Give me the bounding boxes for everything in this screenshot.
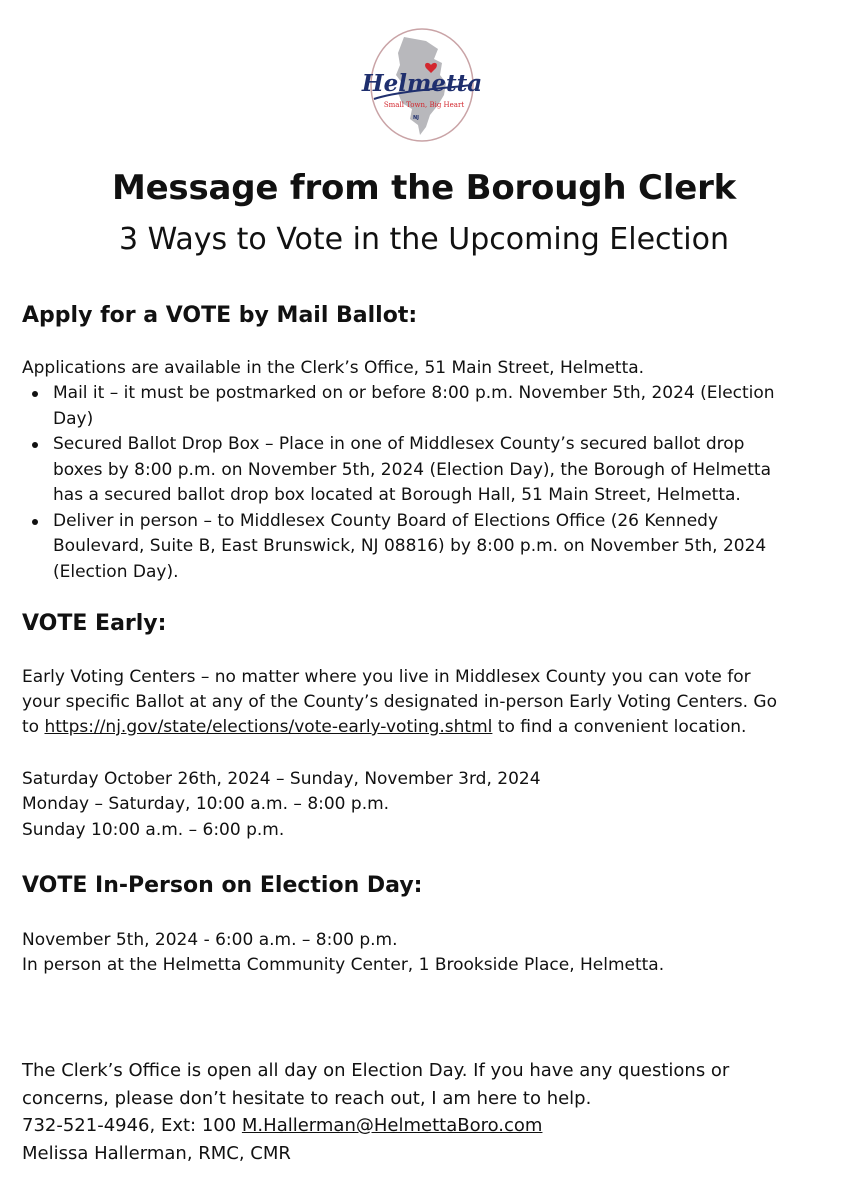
page-subtitle: 3 Ways to Vote in the Upcoming Election bbox=[119, 222, 729, 257]
election-day-hours: November 5th, 2024 - 6:00 a.m. – 8:00 p.m. bbox=[22, 930, 398, 950]
list-item: Mail it – it must be postmarked on or before 8:00 p.m. November 5th, 2024 (Election Day) bbox=[22, 381, 822, 432]
early-para-line: to https://nj.gov/state/elections/vote-early-voting.shtml to find a convenient location. bbox=[22, 717, 747, 737]
bullet-icon bbox=[32, 391, 38, 397]
mail-ballot-heading: Apply for a VOTE by Mail Ballot: bbox=[22, 303, 418, 328]
footer-line: The Clerk’s Office is open all day on Election Day. If you have any questions or bbox=[22, 1060, 730, 1081]
logo-emblem-icon bbox=[361, 27, 483, 143]
election-day-heading: VOTE In-Person on Election Day: bbox=[22, 873, 423, 898]
bullet-icon bbox=[32, 519, 38, 525]
early-voting-link[interactable]: https://nj.gov/state/elections/vote-early-voting.shtml bbox=[44, 717, 493, 737]
helmetta-logo bbox=[361, 27, 483, 143]
logo-state: NJ bbox=[412, 115, 420, 121]
list-item: Deliver in person – to Middlesex County Board of Elections Office (26 Kennedy Boulevard, Suite B, East Brunswick, NJ 08816) by 8:00 p.m. on November 5th, 2024 (Election Day). bbox=[22, 509, 822, 586]
mail-intro: Applications are available in the Clerk’s Office, 51 Main Street, Helmetta. bbox=[22, 358, 645, 378]
contact-line bbox=[22, 1112, 822, 1139]
page-title: Message from the Borough Clerk bbox=[111, 168, 737, 208]
logo-name: Helmetta bbox=[361, 70, 483, 97]
email-link[interactable]: M.Hallerman@HelmettaBoro.com bbox=[241, 1115, 543, 1136]
mail-options-list bbox=[22, 381, 822, 585]
election-day-location: In person at the Helmetta Community Center, 1 Brookside Place, Helmetta. bbox=[22, 955, 665, 975]
phone-number: 732-521-4946, Ext: 100 bbox=[22, 1115, 242, 1136]
early-para-line: Early Voting Centers – no matter where you live in Middlesex County you can vote for bbox=[22, 667, 751, 687]
bullet-icon bbox=[32, 442, 38, 448]
early-sunday-hours: Sunday 10:00 a.m. – 6:00 p.m. bbox=[22, 820, 285, 840]
vote-early-heading: VOTE Early: bbox=[22, 611, 167, 636]
list-item: Secured Ballot Drop Box – Place in one of Middlesex County’s secured ballot drop boxes by 8:00 p.m. on November 5th, 2024 (Election Day), the Borough of Helmetta has a secured ballot drop box located at Borough Hall, 51 Main Street, Helmetta. bbox=[22, 432, 822, 509]
early-weekday-hours: Monday – Saturday, 10:00 a.m. – 8:00 p.m. bbox=[22, 794, 390, 814]
early-dates: Saturday October 26th, 2024 – Sunday, November 3rd, 2024 bbox=[22, 769, 541, 789]
signature: Melissa Hallerman, RMC, CMR bbox=[22, 1143, 291, 1164]
early-para-line: your specific Ballot at any of the County’s designated in-person Early Voting Centers. Go bbox=[22, 692, 778, 712]
logo-tagline: Small Town, Big Heart bbox=[383, 101, 465, 109]
footer-line: concerns, please don’t hesitate to reach out, I am here to help. bbox=[22, 1088, 592, 1109]
